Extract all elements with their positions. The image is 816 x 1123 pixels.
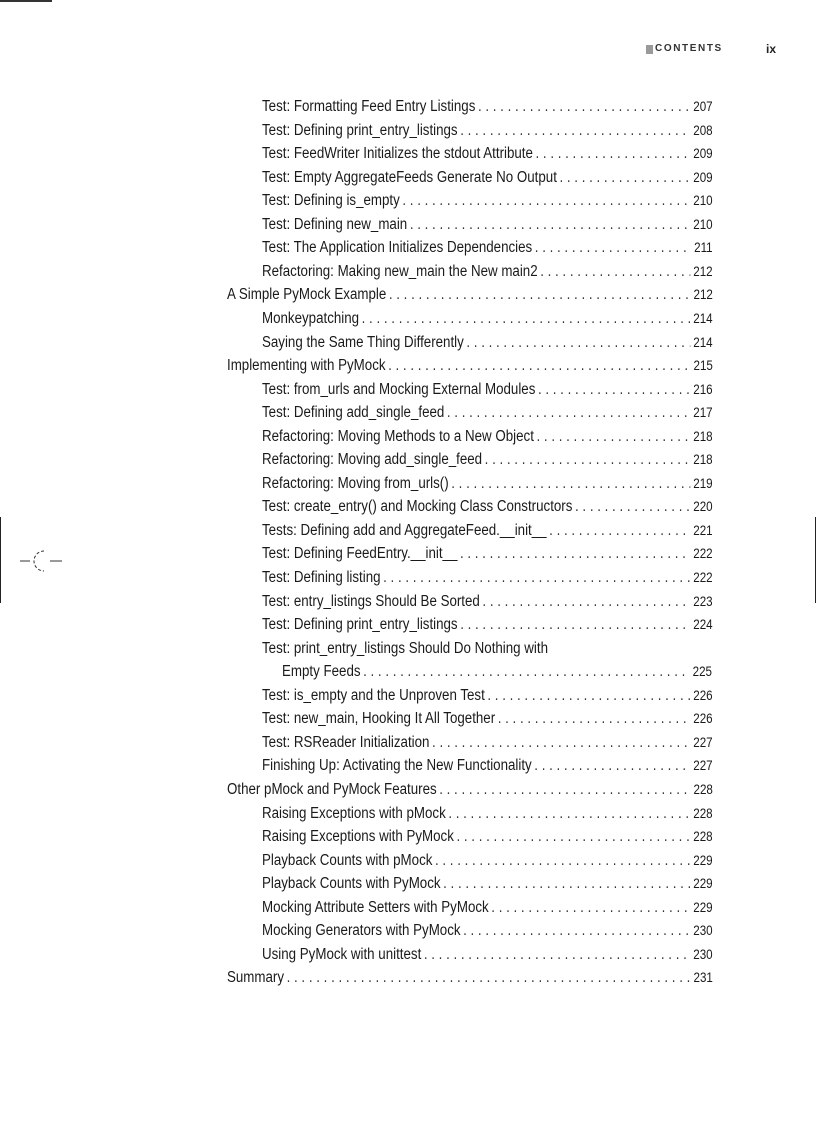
leader-dots [498, 708, 691, 730]
toc-entry[interactable] [0, 567, 816, 591]
toc-entry[interactable] [0, 237, 816, 261]
toc-entry-title: Playback Counts with PyMock [262, 875, 441, 893]
toc-entry-title: Test: is_empty and the Unproven Test [262, 686, 485, 704]
toc-page-number: 212 [693, 263, 713, 279]
toc-page-number: 207 [693, 99, 713, 114]
leader-dots [460, 120, 690, 142]
page-number: ix [765, 42, 776, 56]
leader-dots [466, 332, 690, 354]
toc-page-number: 225 [692, 664, 712, 680]
toc-entry[interactable] [0, 190, 816, 214]
toc-entry[interactable] [0, 214, 816, 238]
toc-page-number: 230 [693, 923, 713, 939]
toc-entry[interactable] [0, 732, 816, 756]
toc-entry[interactable] [0, 96, 816, 120]
toc-page-number: 215 [693, 358, 713, 374]
toc-entry-title: Test: Empty AggregateFeeds Generate No Output [262, 168, 557, 186]
toc-page-number: 231 [693, 970, 713, 986]
toc-entry[interactable] [0, 826, 816, 850]
toc-entry-title: A Simple PyMock Example [227, 286, 387, 304]
toc-entry-title: Refactoring: Moving add_single_feed [262, 451, 483, 469]
toc-page-number: 228 [693, 805, 713, 821]
toc-page-number: 217 [693, 405, 713, 421]
leader-dots [439, 779, 691, 801]
leader-dots [559, 167, 690, 189]
toc-entry[interactable] [0, 473, 816, 497]
toc-entry-title: Test: Defining print_entry_listings [262, 121, 458, 139]
toc-entry-title: Raising Exceptions with PyMock [262, 828, 454, 846]
toc-page-number: 216 [693, 381, 713, 397]
toc-entry-title: Test: Defining FeedEntry.__init__ [262, 545, 458, 563]
toc-entry[interactable] [0, 308, 816, 332]
toc-entry-title: Test: RSReader Initialization [262, 733, 430, 751]
leader-dots [491, 897, 690, 919]
toc-entry[interactable] [0, 120, 816, 144]
toc-entry-title: Saying the Same Thing Differently [262, 333, 464, 351]
toc-entry[interactable] [0, 543, 816, 567]
leader-dots [575, 496, 691, 518]
toc-page-number: 220 [693, 499, 713, 515]
toc-entry[interactable] [0, 920, 816, 944]
toc-entry-title: Test: Defining listing [262, 569, 381, 586]
toc-page-number: 226 [693, 711, 713, 727]
toc-page-number: 214 [693, 310, 713, 326]
toc-entry-title: Playback Counts with pMock [262, 851, 433, 869]
toc-entry-title: Finishing Up: Activating the New Functionality [262, 757, 532, 775]
toc-entry-title: Test: create_entry() and Mocking Class Constructors [262, 498, 573, 516]
toc-entry[interactable] [0, 803, 816, 827]
toc-page-number: 224 [693, 617, 713, 633]
leader-dots [451, 473, 690, 495]
leader-dots [435, 850, 691, 872]
toc-page-number: 210 [693, 193, 713, 209]
toc-entry-title: Mocking Generators with PyMock [262, 922, 461, 940]
toc-entry[interactable] [0, 638, 816, 662]
leader-dots [424, 944, 691, 966]
toc-entry[interactable] [0, 284, 816, 308]
running-head [646, 43, 776, 59]
toc-entry-title: Test: Defining print_entry_listings [262, 616, 458, 634]
toc-entry[interactable] [0, 779, 816, 803]
toc-entry[interactable] [0, 897, 816, 921]
leader-dots [482, 591, 690, 613]
toc-entry[interactable] [0, 355, 816, 379]
toc-entry-title: Test: The Application Initializes Dependencies [262, 239, 533, 257]
toc-entry-title: Tests: Defining add and AggregateFeed.__init__ [262, 521, 547, 539]
toc-entry-title: Test: entry_listings Should Be Sorted [262, 592, 480, 610]
leader-dots [460, 543, 691, 565]
leader-dots [478, 96, 691, 118]
toc-page-number: 223 [693, 593, 713, 609]
toc-entry-title: Test: print_entry_listings Should Do Nothing with [262, 639, 549, 657]
toc-entry-title: Mocking Attribute Setters with PyMock [262, 898, 489, 916]
leader-dots [549, 520, 691, 542]
leader-dots [534, 755, 690, 777]
leader-dots [383, 567, 691, 589]
leader-dots [485, 449, 691, 471]
leader-dots [402, 190, 690, 212]
toc-page-number: 222 [693, 546, 713, 562]
toc-entry[interactable] [0, 496, 816, 520]
toc-entry[interactable] [0, 661, 816, 685]
toc-page-number: 228 [693, 829, 713, 845]
toc-entry[interactable] [0, 850, 816, 874]
toc-entry[interactable] [0, 143, 816, 167]
toc-page-number: 209 [693, 169, 713, 185]
section-marker [646, 45, 653, 54]
toc-entry-title: Test: Defining new_main [262, 215, 408, 233]
leader-dots [540, 261, 690, 283]
toc-entry[interactable] [0, 967, 816, 991]
toc-entry-title: Summary [227, 969, 285, 987]
leader-dots [447, 402, 691, 424]
section-title: CONTENTS [655, 43, 723, 54]
toc-entry[interactable] [0, 614, 816, 638]
leader-dots [389, 284, 691, 306]
toc-entry[interactable] [0, 591, 816, 615]
toc-entry-title: Test: Formatting Feed Entry Listings [262, 98, 476, 115]
toc-page-number: 218 [693, 428, 713, 444]
toc-page-number: 212 [693, 287, 713, 303]
leader-dots [388, 355, 691, 377]
toc-entry-title: Test: FeedWriter Initializes the stdout Attribute [262, 145, 533, 163]
toc-page-number: 227 [693, 758, 713, 774]
toc-page-number: 227 [693, 734, 713, 750]
toc-entry[interactable] [0, 167, 816, 191]
leader-dots [487, 685, 690, 707]
toc-entry-title: Other pMock and PyMock Features [227, 780, 437, 798]
toc-entry-title: Monkeypatching [262, 309, 360, 327]
toc-page-number: 218 [693, 452, 713, 468]
toc-page-number: 230 [693, 946, 713, 962]
toc-page-number: 209 [693, 146, 713, 162]
toc-entry[interactable] [0, 520, 816, 544]
toc-entry[interactable] [0, 708, 816, 732]
toc-entry[interactable] [0, 426, 816, 450]
leader-dots [537, 426, 691, 448]
leader-dots [456, 826, 690, 848]
leader-dots [538, 379, 691, 401]
toc-entry-title: Using PyMock with unittest [262, 945, 422, 963]
toc-entry-title: Test: new_main, Hooking It All Together [262, 710, 496, 728]
toc-entry[interactable] [0, 873, 816, 897]
toc-entry-title: Raising Exceptions with pMock [262, 804, 446, 822]
leader-dots [443, 873, 691, 895]
toc-entry-title: Test: from_urls and Mocking External Modules [262, 380, 536, 398]
toc-entry-title: Implementing with PyMock [227, 357, 386, 375]
toc-page-number: 228 [693, 781, 713, 797]
toc-page-number: 211 [694, 240, 713, 256]
toc-entry[interactable] [0, 332, 816, 356]
leader-dots [535, 237, 692, 259]
toc-entry[interactable] [0, 944, 816, 968]
toc-entry[interactable] [0, 379, 816, 403]
leader-dots [536, 143, 691, 165]
toc-entry[interactable] [0, 755, 816, 779]
toc-entry-title: Test: Defining add_single_feed [262, 404, 445, 422]
toc-entry[interactable] [0, 402, 816, 426]
toc-entry-title: Empty Feeds [282, 663, 361, 681]
leader-dots [363, 661, 690, 683]
toc-entry[interactable] [0, 449, 816, 473]
top-rule [0, 0, 52, 2]
leader-dots [460, 614, 690, 636]
toc-page-number: 229 [693, 899, 713, 915]
toc-page-number: 226 [693, 687, 713, 703]
toc-page-number: 221 [693, 522, 713, 538]
toc-entry[interactable] [0, 685, 816, 709]
toc-page-number: 222 [693, 570, 713, 585]
leader-dots [410, 214, 691, 236]
toc-page-number: 229 [693, 852, 713, 868]
leader-dots [448, 803, 690, 825]
leader-dots [463, 920, 691, 942]
toc-entry-title: Test: Defining is_empty [262, 192, 400, 210]
toc-page-number: 229 [693, 876, 713, 892]
toc-page-number: 210 [693, 216, 713, 232]
toc-entry-title: Refactoring: Moving Methods to a New Object [262, 427, 534, 445]
toc-page-number: 214 [693, 334, 713, 350]
leader-dots [362, 308, 691, 330]
leader-dots [287, 967, 691, 989]
leader-dots [432, 732, 691, 754]
toc-entry[interactable] [0, 261, 816, 285]
toc-entry-title: Refactoring: Moving from_urls() [262, 474, 449, 492]
toc-page-number: 208 [693, 122, 713, 138]
toc-page-number: 219 [693, 475, 713, 491]
toc-entry-title: Refactoring: Making new_main the New main2 [262, 262, 538, 280]
